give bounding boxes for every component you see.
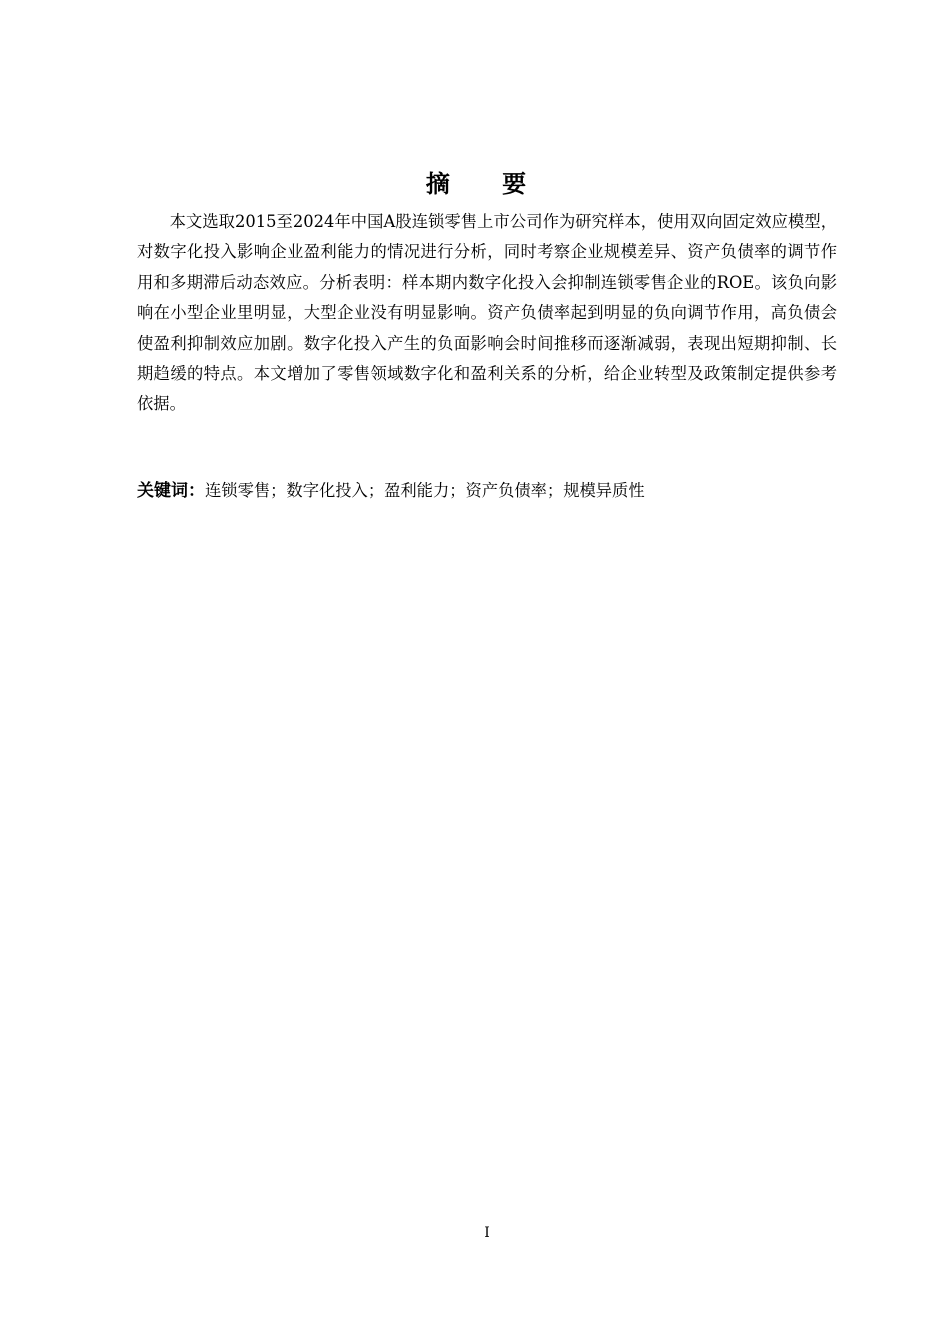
page-number: I <box>484 1225 490 1241</box>
keywords-list: 连锁零售；数字化投入；盈利能力；资产负债率；规模异质性 <box>205 481 645 500</box>
keywords-label: 关键词： <box>137 481 205 501</box>
abstract-paragraph: 本文选取2015至2024年中国A股连锁零售上市公司作为研究样本，使用双向固定效应模型，对数字化投入影响企业盈利能力的情况进行分析，同时考察企业规模差异、资产负债率的调节作用和多期滞后动态效应。分析表明：样本期内数字化投入会抑制连锁零售企业的ROE。该负向影响在小型企业里明显，大型企业没有明显影响。资产负债率起到明显的负向调节作用，高负债会使盈利抑制效应加剧。数字化投入产生的负面影响会时间推移而逐渐减弱，表现出短期抑制、长期趋缓的特点。本文增加了零售领域数字化和盈利关系的分析，给企业转型及政策制定提供参考依据。 <box>137 212 837 414</box>
abstract-title: 摘 要 <box>425 170 549 198</box>
keywords-line <box>137 476 837 506</box>
